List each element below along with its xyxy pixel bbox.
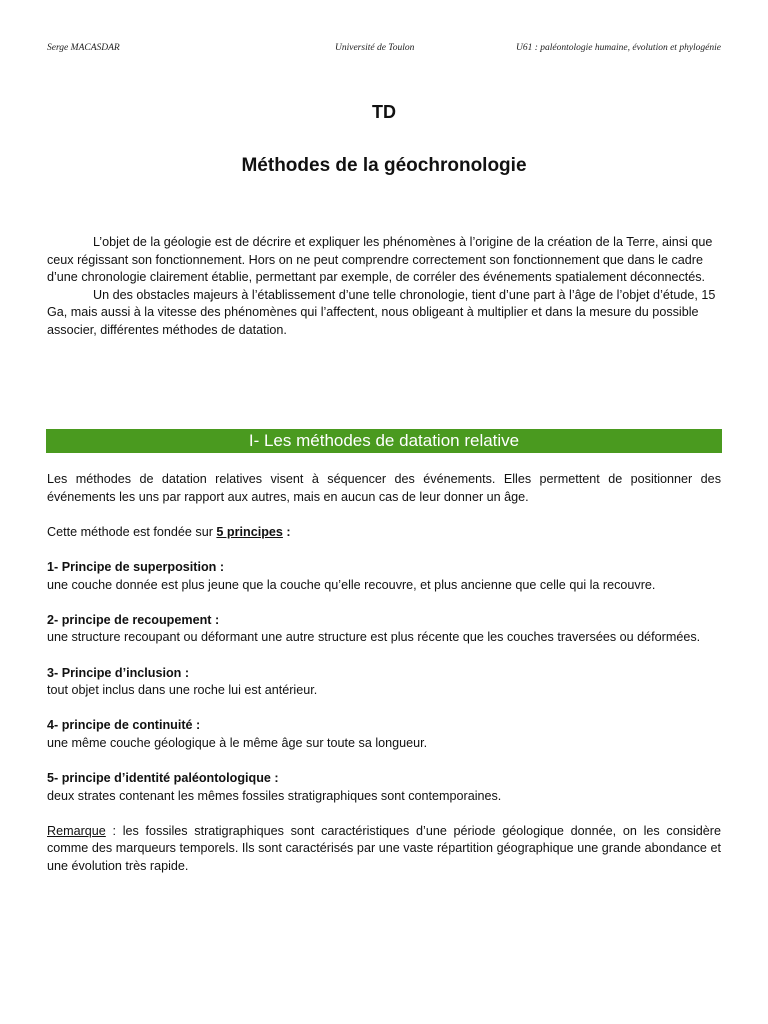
section-intro-paragraph: Les méthodes de datation relatives visent à séquencer des événements. Elles permettent de positionner des événements les uns par rapport aux autres, mais en aucun cas de leur donner un âge. — [47, 472, 721, 504]
principles-lead — [47, 524, 721, 542]
principles-lead-text: Cette méthode est fondée sur — [47, 524, 217, 539]
header-course: U61 : paléontologie humaine, évolution et phylogénie — [516, 43, 721, 53]
intro-paragraph-2: Un des obstacles majeurs à l’établissement d’une telle chronologie, tient d’une part à l’âge de l’objet d’étude, 15 Ga, mais aussi à la vitesse des phénomènes qui l’affectent, nous obligeant à multiplier et dans la mesure du possible associer, différentes méthodes de datation. — [47, 287, 716, 337]
header-author: Serge MACASDAR — [47, 43, 120, 53]
principles-lead-colon: : — [282, 524, 291, 539]
principle-title: 5- principe d’identité paléontologique : — [47, 771, 279, 786]
principle-title: 4- principe de continuité : — [47, 718, 201, 733]
principle-text: une structure recoupant ou déformant une autre structure est plus récente que les couches traversées ou déformées. — [47, 630, 701, 645]
intro-section — [47, 234, 721, 340]
principle-title: 1- Principe de superposition : — [47, 559, 225, 574]
remark-text: les fossiles stratigraphiques sont caractéristiques d’une période géologique donnée, on les considère comme des marqueurs temporels. Ils sont caractérisés par une vaste répartition géographique une grande abondance et une évolution très rapide. — [47, 823, 722, 874]
section-1-content — [47, 471, 721, 876]
remark-label: Remarque — [47, 823, 106, 838]
principles-count-link: 5 principes — [216, 524, 283, 539]
section-heading-1: I- Les méthodes de datation relative — [46, 429, 722, 453]
doc-title: Méthodes de la géochronologie — [241, 155, 527, 176]
doc-label-td: TD — [372, 102, 396, 122]
header-university: Université de Toulon — [335, 43, 415, 53]
principle-title: 3- Principe d’inclusion : — [47, 665, 190, 680]
intro-paragraph-1: L’objet de la géologie est de décrire et expliquer les phénomènes à l’origine de la création de la Terre, ainsi que ceux régissant son fonctionnement. Hors on ne peut comprendre correctement son fonctionnement que dans le cadre d’une chronologie clairement établie, permettant par exemple, de corréler des événements spatialement déconnectés. — [47, 235, 713, 285]
principle-text: une couche donnée est plus jeune que la couche qu’elle recouvre, et plus ancienne que celle qui la recouvre. — [47, 577, 656, 592]
remark-paragraph — [47, 823, 721, 876]
principle-text: deux strates contenant les mêmes fossiles stratigraphiques sont contemporaines. — [47, 788, 502, 803]
running-header — [47, 43, 721, 57]
remark-separator: : — [105, 823, 117, 838]
principle-text: tout objet inclus dans une roche lui est antérieur. — [47, 683, 318, 698]
principle-title: 2- principe de recoupement : — [47, 612, 220, 627]
principle-text: une même couche géologique à le même âge sur toute sa longueur. — [47, 735, 428, 750]
